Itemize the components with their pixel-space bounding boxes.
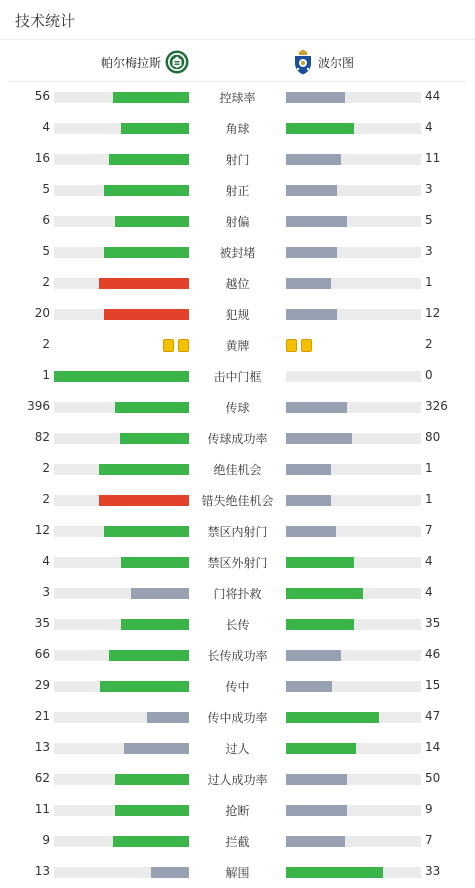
home-value: 82 xyxy=(34,430,50,444)
home-yellow-cards xyxy=(163,339,189,352)
away-bar-fill xyxy=(286,557,354,568)
away-bar-track xyxy=(286,619,421,630)
away-bar-fill xyxy=(286,588,363,599)
stat-label: 拦截 xyxy=(225,835,250,849)
home-bar-track xyxy=(54,588,189,599)
home-value: 13 xyxy=(34,740,50,754)
stat-row xyxy=(0,454,475,485)
away-bar-track xyxy=(286,743,421,754)
home-value: 13 xyxy=(34,864,50,878)
stat-row xyxy=(0,857,475,888)
home-team-name: 帕尔梅拉斯 xyxy=(101,55,162,70)
home-bar-track xyxy=(54,712,189,723)
away-bar-track xyxy=(286,216,421,227)
home-bar-fill xyxy=(151,867,189,878)
away-bar-track xyxy=(286,247,421,258)
away-value: 4 xyxy=(425,585,433,599)
stat-row xyxy=(0,82,475,113)
away-value: 44 xyxy=(425,89,441,103)
stat-row xyxy=(0,702,475,733)
home-bar-track xyxy=(54,433,189,444)
stat-row xyxy=(0,361,475,392)
stat-label: 过人成功率 xyxy=(207,773,268,787)
home-value: 62 xyxy=(34,771,50,785)
away-value: 3 xyxy=(425,244,433,258)
home-value: 9 xyxy=(42,833,50,847)
home-value: 56 xyxy=(34,89,50,103)
away-bar-fill xyxy=(286,650,341,661)
away-bar-fill xyxy=(286,433,352,444)
away-bar-track xyxy=(286,433,421,444)
away-bar-fill xyxy=(286,402,347,413)
away-bar-track xyxy=(286,278,421,289)
away-value: 1 xyxy=(425,275,433,289)
yellow-card-icon xyxy=(178,339,189,352)
stat-label: 传球 xyxy=(225,401,250,415)
stat-label: 禁区外射门 xyxy=(207,556,268,570)
home-value: 21 xyxy=(34,709,50,723)
away-bar-fill xyxy=(286,154,341,165)
home-team[interactable] xyxy=(101,50,189,74)
home-value: 6 xyxy=(42,213,50,227)
away-bar-track xyxy=(286,681,421,692)
home-bar-track xyxy=(54,309,189,320)
home-bar-track xyxy=(54,278,189,289)
home-bar-fill xyxy=(121,557,189,568)
stat-label: 角球 xyxy=(225,122,250,136)
away-bar-fill xyxy=(286,681,332,692)
stat-row xyxy=(0,237,475,268)
stat-label: 射门 xyxy=(225,153,250,167)
home-bar-fill xyxy=(120,433,189,444)
away-value: 14 xyxy=(425,740,441,754)
away-bar-track xyxy=(286,371,421,382)
home-bar-track xyxy=(54,216,189,227)
home-bar-track xyxy=(54,743,189,754)
stat-label: 控球率 xyxy=(219,91,256,105)
home-bar-track xyxy=(54,495,189,506)
home-bar-fill xyxy=(104,526,189,537)
stat-label: 传中 xyxy=(225,680,250,694)
away-bar-fill xyxy=(286,123,354,134)
away-bar-fill xyxy=(286,278,331,289)
home-value: 1 xyxy=(42,368,50,382)
home-value: 2 xyxy=(42,461,50,475)
stat-row xyxy=(0,392,475,423)
away-value: 50 xyxy=(425,771,441,785)
stat-row xyxy=(0,764,475,795)
home-bar-fill xyxy=(99,495,189,506)
stat-label: 门将扑救 xyxy=(213,587,262,601)
away-bar-track xyxy=(286,402,421,413)
home-value: 20 xyxy=(34,306,50,320)
away-value: 15 xyxy=(425,678,441,692)
home-bar-track xyxy=(54,774,189,785)
away-value: 80 xyxy=(425,430,441,444)
home-value: 11 xyxy=(34,802,50,816)
away-bar-track xyxy=(286,836,421,847)
away-yellow-cards xyxy=(286,339,312,352)
home-value: 4 xyxy=(42,554,50,568)
stat-label: 射正 xyxy=(225,184,250,198)
home-bar-fill xyxy=(121,123,189,134)
stat-row xyxy=(0,640,475,671)
home-bar-track xyxy=(54,867,189,878)
home-bar-track xyxy=(54,805,189,816)
home-value: 66 xyxy=(34,647,50,661)
home-bar-fill xyxy=(115,805,189,816)
away-value: 9 xyxy=(425,802,433,816)
stat-row xyxy=(0,609,475,640)
home-bar-track xyxy=(54,557,189,568)
away-value: 12 xyxy=(425,306,441,320)
home-value: 16 xyxy=(34,151,50,165)
stat-label: 越位 xyxy=(225,277,250,291)
home-bar-track xyxy=(54,371,189,382)
stat-row xyxy=(0,423,475,454)
away-value: 326 xyxy=(425,399,448,413)
home-team-crest-icon xyxy=(165,50,189,74)
away-bar-track xyxy=(286,154,421,165)
away-value: 7 xyxy=(425,833,433,847)
away-bar-track xyxy=(286,185,421,196)
away-bar-fill xyxy=(286,774,347,785)
stat-label: 传球成功率 xyxy=(207,432,268,446)
away-value: 7 xyxy=(425,523,433,537)
home-value: 4 xyxy=(42,120,50,134)
stat-label: 被封堵 xyxy=(219,246,256,260)
home-bar-fill xyxy=(115,216,189,227)
away-value: 35 xyxy=(425,616,441,630)
away-bar-fill xyxy=(286,309,337,320)
home-bar-fill xyxy=(124,743,189,754)
away-value: 47 xyxy=(425,709,441,723)
stat-label: 击中门框 xyxy=(213,370,262,384)
away-bar-fill xyxy=(286,619,354,630)
home-bar-fill xyxy=(113,836,189,847)
away-bar-track xyxy=(286,867,421,878)
away-bar-track xyxy=(286,774,421,785)
teams-header xyxy=(8,41,466,82)
away-bar-fill xyxy=(286,495,331,506)
away-bar-fill xyxy=(286,805,347,816)
home-value: 29 xyxy=(34,678,50,692)
home-bar-fill xyxy=(131,588,189,599)
home-bar-fill xyxy=(147,712,189,723)
stat-label: 长传 xyxy=(225,618,250,632)
stat-row xyxy=(0,175,475,206)
home-bar-track xyxy=(54,526,189,537)
home-value: 2 xyxy=(42,492,50,506)
away-bar-fill xyxy=(286,216,347,227)
away-value: 1 xyxy=(425,461,433,475)
home-bar-fill xyxy=(104,309,189,320)
header xyxy=(0,0,475,40)
away-bar-fill xyxy=(286,712,379,723)
home-bar-fill xyxy=(115,402,189,413)
away-value: 46 xyxy=(425,647,441,661)
away-bar-track xyxy=(286,588,421,599)
home-value: 12 xyxy=(34,523,50,537)
away-value: 2 xyxy=(425,337,433,351)
away-team[interactable] xyxy=(293,49,354,75)
away-bar-track xyxy=(286,650,421,661)
away-bar-fill xyxy=(286,526,336,537)
home-bar-fill xyxy=(113,92,189,103)
home-bar-fill xyxy=(54,371,189,382)
away-value: 4 xyxy=(425,120,433,134)
stat-label: 抢断 xyxy=(225,804,250,818)
stat-label: 绝佳机会 xyxy=(213,463,262,477)
stat-label: 解围 xyxy=(225,866,250,880)
stat-row xyxy=(0,733,475,764)
stat-row xyxy=(0,671,475,702)
stat-label: 错失绝佳机会 xyxy=(201,494,274,508)
home-value: 2 xyxy=(42,337,50,351)
stat-label: 传中成功率 xyxy=(207,711,268,725)
stat-row xyxy=(0,485,475,516)
home-value: 3 xyxy=(42,585,50,599)
stat-label: 犯规 xyxy=(225,308,250,322)
away-value: 1 xyxy=(425,492,433,506)
home-bar-fill xyxy=(100,681,189,692)
away-bar-track xyxy=(286,557,421,568)
home-bar-track xyxy=(54,247,189,258)
away-bar-track xyxy=(286,805,421,816)
home-value: 5 xyxy=(42,182,50,196)
away-bar-track xyxy=(286,712,421,723)
home-bar-fill xyxy=(104,185,189,196)
home-value: 396 xyxy=(27,399,50,413)
away-value: 3 xyxy=(425,182,433,196)
page-title: 技术统计 xyxy=(15,12,76,30)
home-bar-fill xyxy=(115,774,189,785)
stat-row xyxy=(0,268,475,299)
stat-row xyxy=(0,516,475,547)
stat-label: 过人 xyxy=(225,742,250,756)
yellow-card-icon xyxy=(301,339,312,352)
home-value: 5 xyxy=(42,244,50,258)
home-bar-fill xyxy=(99,278,189,289)
away-bar-track xyxy=(286,92,421,103)
away-value: 5 xyxy=(425,213,433,227)
home-bar-fill xyxy=(109,650,189,661)
home-bar-track xyxy=(54,650,189,661)
away-bar-fill xyxy=(286,247,337,258)
home-bar-fill xyxy=(109,154,189,165)
away-bar-fill xyxy=(286,867,383,878)
yellow-card-icon xyxy=(286,339,297,352)
away-bar-track xyxy=(286,309,421,320)
stat-row xyxy=(0,299,475,330)
stat-row xyxy=(0,578,475,609)
stat-row xyxy=(0,113,475,144)
home-bar-track xyxy=(54,681,189,692)
home-value: 35 xyxy=(34,616,50,630)
home-bar-track xyxy=(54,92,189,103)
home-bar-fill xyxy=(121,619,189,630)
stat-row xyxy=(0,144,475,175)
away-team-crest-icon xyxy=(293,49,313,75)
away-bar-fill xyxy=(286,92,345,103)
home-bar-track xyxy=(54,464,189,475)
stat-row xyxy=(0,795,475,826)
home-bar-track xyxy=(54,154,189,165)
home-bar-track xyxy=(54,185,189,196)
stat-label: 黄牌 xyxy=(225,339,250,353)
stat-row xyxy=(0,547,475,578)
away-bar-fill xyxy=(286,836,345,847)
stat-row xyxy=(0,206,475,237)
away-bar-track xyxy=(286,495,421,506)
stat-row xyxy=(0,826,475,857)
away-value: 4 xyxy=(425,554,433,568)
yellow-card-icon xyxy=(163,339,174,352)
away-bar-fill xyxy=(286,185,337,196)
away-bar-track xyxy=(286,464,421,475)
away-bar-fill xyxy=(286,743,356,754)
away-value: 33 xyxy=(425,864,441,878)
away-bar-fill xyxy=(286,464,331,475)
home-bar-track xyxy=(54,402,189,413)
away-bar-track xyxy=(286,123,421,134)
stat-label: 射偏 xyxy=(225,215,250,229)
stat-label: 长传成功率 xyxy=(207,649,268,663)
away-team-name: 波尔图 xyxy=(318,55,355,70)
stat-row xyxy=(0,330,475,361)
home-value: 2 xyxy=(42,275,50,289)
away-value: 11 xyxy=(425,151,441,165)
home-bar-track xyxy=(54,123,189,134)
stat-label: 禁区内射门 xyxy=(207,525,268,539)
home-bar-track xyxy=(54,619,189,630)
home-bar-fill xyxy=(99,464,189,475)
away-value: 0 xyxy=(425,368,433,382)
home-bar-fill xyxy=(104,247,189,258)
away-bar-track xyxy=(286,526,421,537)
home-bar-track xyxy=(54,836,189,847)
